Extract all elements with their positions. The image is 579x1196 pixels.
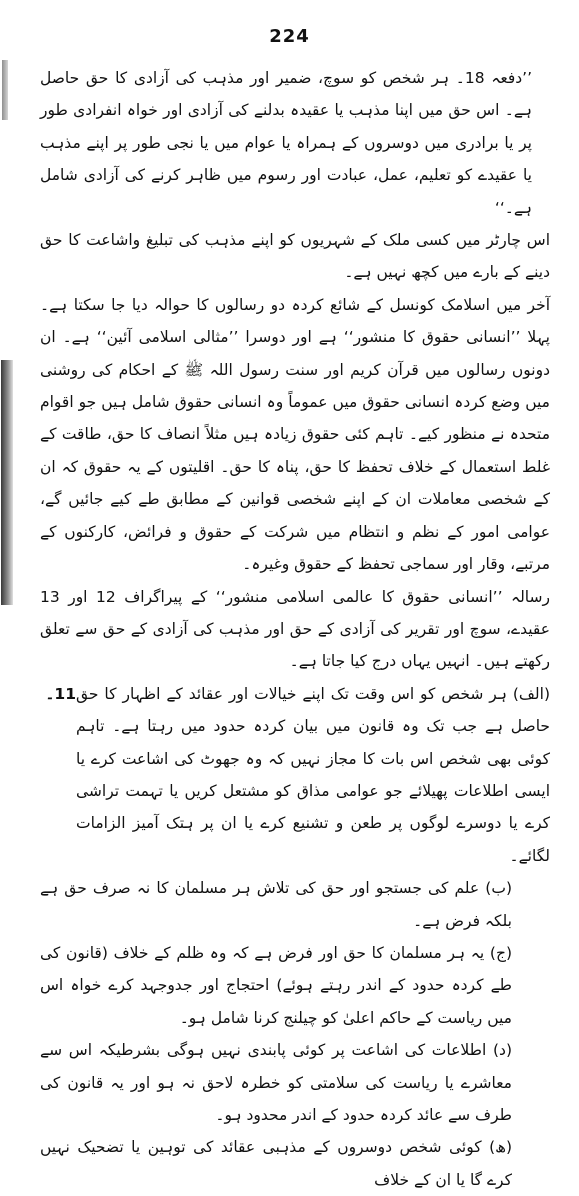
clause-item-dal: (د) اطلاعات کی اشاعت پر کوئی پابندی نہیں ہوگی بشرطیکہ اس سے معاشرے یا ریاست کی سلامتی کو خطرہ لاحق نہ ہو اور یہ قانون کی طرف سے عائد کردہ حدود کے اندر محدود ہو۔ — [40, 1041, 512, 1124]
clause-item-alif: (الف) ہر شخص کو اس وقت تک اپنے خیالات اور عقائد کے اظہار کا حق حاصل ہے جب تک وہ قانون میں بیان کردہ حدود میں رہتا ہے۔ تاہم کوئی بھی شخص اس بات کا مجاز نہیں کہ وہ جھوٹ کی اشاعت کرے یا ایسی اطلاعات پھیلائے جو عوامی مذاق کو مشتعل کریں یا تہمت تراشی کرے یا دوسرے لوگوں پر طعن و تشنیع کرے یا ان پر ہتک آمیز الزامات لگائے۔ — [76, 684, 550, 865]
page-number: 224 — [269, 26, 310, 47]
clause-number: 11۔ — [45, 684, 76, 703]
body-text — [40, 62, 550, 1196]
clause-item-be: (ب) علم کی جستجو اور حق کی تلاش ہر مسلمان کا نہ صرف حق ہے بلکہ فرض ہے۔ — [40, 879, 512, 930]
islamic-council-paragraph: آخر میں اسلامک کونسل کے شائع کردہ دو رسالوں کا حوالہ دیا جا سکتا ہے۔ پہلا ’’انسانی حقوق کا منشور‘‘ ہے اور دوسرا ’’مثالی اسلامی آئین‘‘ ہے۔ ان دونوں رسالوں میں قرآن کریم اور سنت رسول اللہ ﷺ کے احکام کی روشنی میں وضع کردہ انسانی حقوق میں عموماً وہ انسانی حقوق شامل ہیں جو اقوام متحدہ نے منظور کیے۔ تاہم کئی حقوق زیادہ ہیں مثلاً انصاف کا حق، طاقت کے غلط استعمال کے خلاف تحفظ کا حق، پناہ کا حق۔ اقلیتوں کے یہ حقوق کہ ان کے شخصی معاملات ان کے اپنے شخصی قوانین کے مطابق طے کیے جائیں گے، عوامی امور کے نظم و انتظام میں شرکت کے حقوق و فرائض، کارکنوں کے مرتبے، وقار اور سماجی تحفظ کے حقوق وغیرہ۔ — [40, 295, 550, 574]
clause-item-jeem: (ج) یہ ہر مسلمان کا حق اور فرض ہے کہ وہ ظلم کے خلاف (قانون کی طے کردہ حدود کے اندر رہتے ہوئے) احتجاج اور جدوجہد کرے خواہ اس میں ریاست کے حاکم اعلیٰ کو چیلنج کرنا شامل ہو۔ — [40, 943, 512, 1027]
clause-11-body — [76, 678, 550, 872]
binding-shadow — [0, 0, 16, 956]
scan-shadow-top — [2, 60, 8, 120]
article-18-quote: ’’دفعہ 18۔ ہر شخص کو سوچ، ضمیر اور مذہب کی آزادی کا حق حاصل ہے۔ اس حق میں اپنا مذہب یا عقیدہ بدلنے کی آزادی اور خواہ انفرادی طور پر یا برادری میں دوسروں کے ہمراہ یا عوام میں یا نجی طور پر اپنے مذہب یا عقیدے کو تعلیم، عمل، عبادت اور رسوم میں ظاہر کرنے کی آزادی شامل ہے۔‘‘ — [40, 69, 532, 217]
scan-shadow-middle — [1, 360, 13, 605]
risala-intro-paragraph: رسالہ ’’انسانی حقوق کا عالمی اسلامی منشور‘‘ کے پیراگراف 12 اور 13 عقیدے، سوچ اور تقریر کی آزادی کے حق اور مذہب کی آزادی کے حق سے تعلق رکھتے ہیں۔ انہیں یہاں درج کیا جاتا ہے۔ — [40, 587, 550, 671]
clause-11 — [40, 678, 550, 872]
clause-item-he: (ھ) کوئی شخص دوسروں کے مذہبی عقائد کی توہین یا تضحیک نہیں کرے گا یا ان کے خلاف — [40, 1138, 512, 1189]
charter-note-paragraph: اس چارٹر میں کسی ملک کے شہریوں کو اپنے مذہب کی تبلیغ واشاعت کا حق دینے کے بارے میں کچھ نہیں ہے۔ — [40, 231, 550, 282]
